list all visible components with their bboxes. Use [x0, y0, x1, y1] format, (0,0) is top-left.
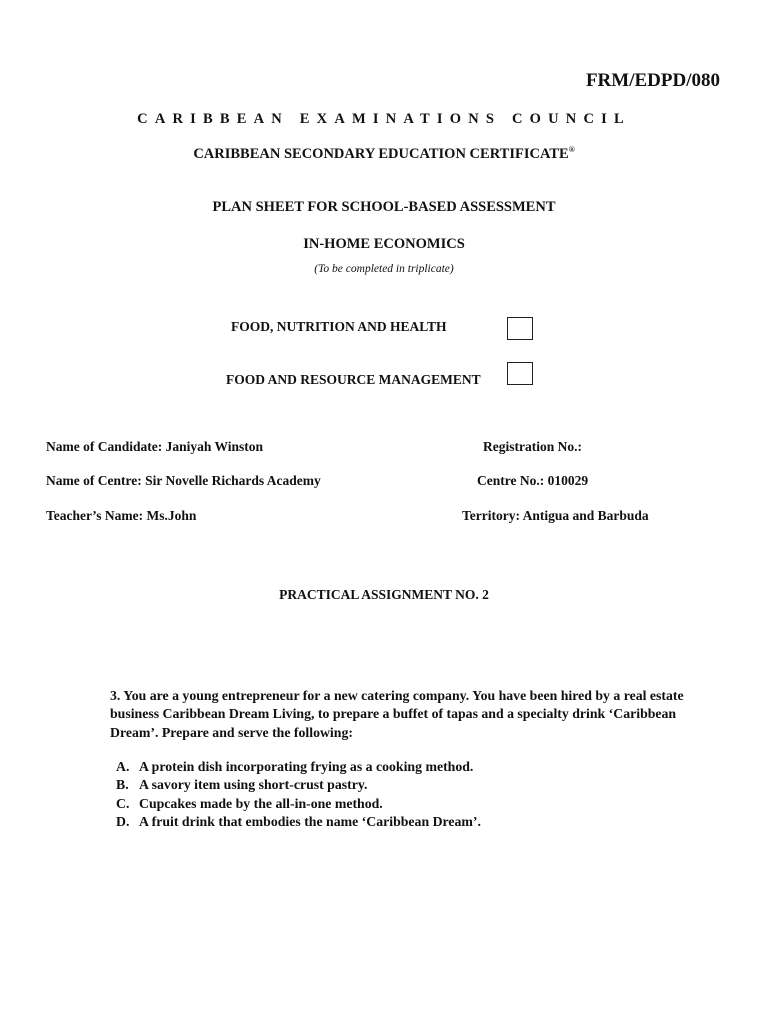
certificate-title [0, 145, 768, 163]
registration-no: Registration No.: [483, 439, 582, 454]
subject-title: IN-HOME ECONOMICS [303, 236, 465, 252]
item-text: A fruit drink that embodies the name ‘Caribbean Dream’. [139, 814, 481, 830]
assignment-items [110, 758, 481, 832]
candidate-name: Name of Candidate: Janiyah Winston [46, 439, 264, 454]
item-text: A protein dish incorporating frying as a cooking method. [139, 759, 474, 774]
registered-mark: ® [568, 145, 575, 154]
item-letter: C. [116, 795, 130, 811]
list-item [110, 776, 481, 794]
certificate-text: CARIBBEAN SECONDARY EDUCATION CERTIFICATE [193, 145, 569, 162]
list-item [110, 795, 481, 813]
option-checkbox-frm[interactable] [507, 362, 533, 385]
triplicate-note: (To be completed in triplicate) [314, 263, 454, 275]
centre-name: Name of Centre: Sir Novelle Richards Academy [46, 473, 321, 488]
list-item [110, 758, 481, 776]
assignment-question: 3. You are a young entrepreneur for a new catering company. You have been hired by a real estate business Caribbean Dream Living, to prepare a buffet of tapas and a specialty drink ‘Caribbean Dream’. Prepare and serve the following: [110, 688, 684, 740]
list-item [110, 813, 481, 831]
territory: Territory: Antigua and Barbuda [462, 508, 649, 523]
teacher-name: Teacher’s Name: Ms.John [46, 508, 197, 523]
centre-no: Centre No.: 010029 [477, 473, 589, 488]
assignment-title: PRACTICAL ASSIGNMENT NO. 2 [279, 587, 489, 602]
item-letter: B. [116, 777, 129, 793]
form-code: FRM/EDPD/080 [585, 70, 720, 91]
item-letter: D. [116, 814, 130, 830]
item-text: Cupcakes made by the all-in-one method. [139, 795, 383, 811]
item-text: A savory item using short-crust pastry. [139, 777, 368, 793]
item-letter: A. [116, 759, 130, 774]
option-checkbox-fnh[interactable] [507, 317, 533, 340]
option-label-fnh: FOOD, NUTRITION AND HEALTH [231, 319, 447, 334]
option-label-frm: FOOD AND RESOURCE MANAGEMENT [226, 372, 481, 387]
council-title: CARIBBEAN EXAMINATIONS COUNCIL [137, 111, 631, 127]
plan-sheet-title: PLAN SHEET FOR SCHOOL-BASED ASSESSMENT [212, 199, 556, 215]
